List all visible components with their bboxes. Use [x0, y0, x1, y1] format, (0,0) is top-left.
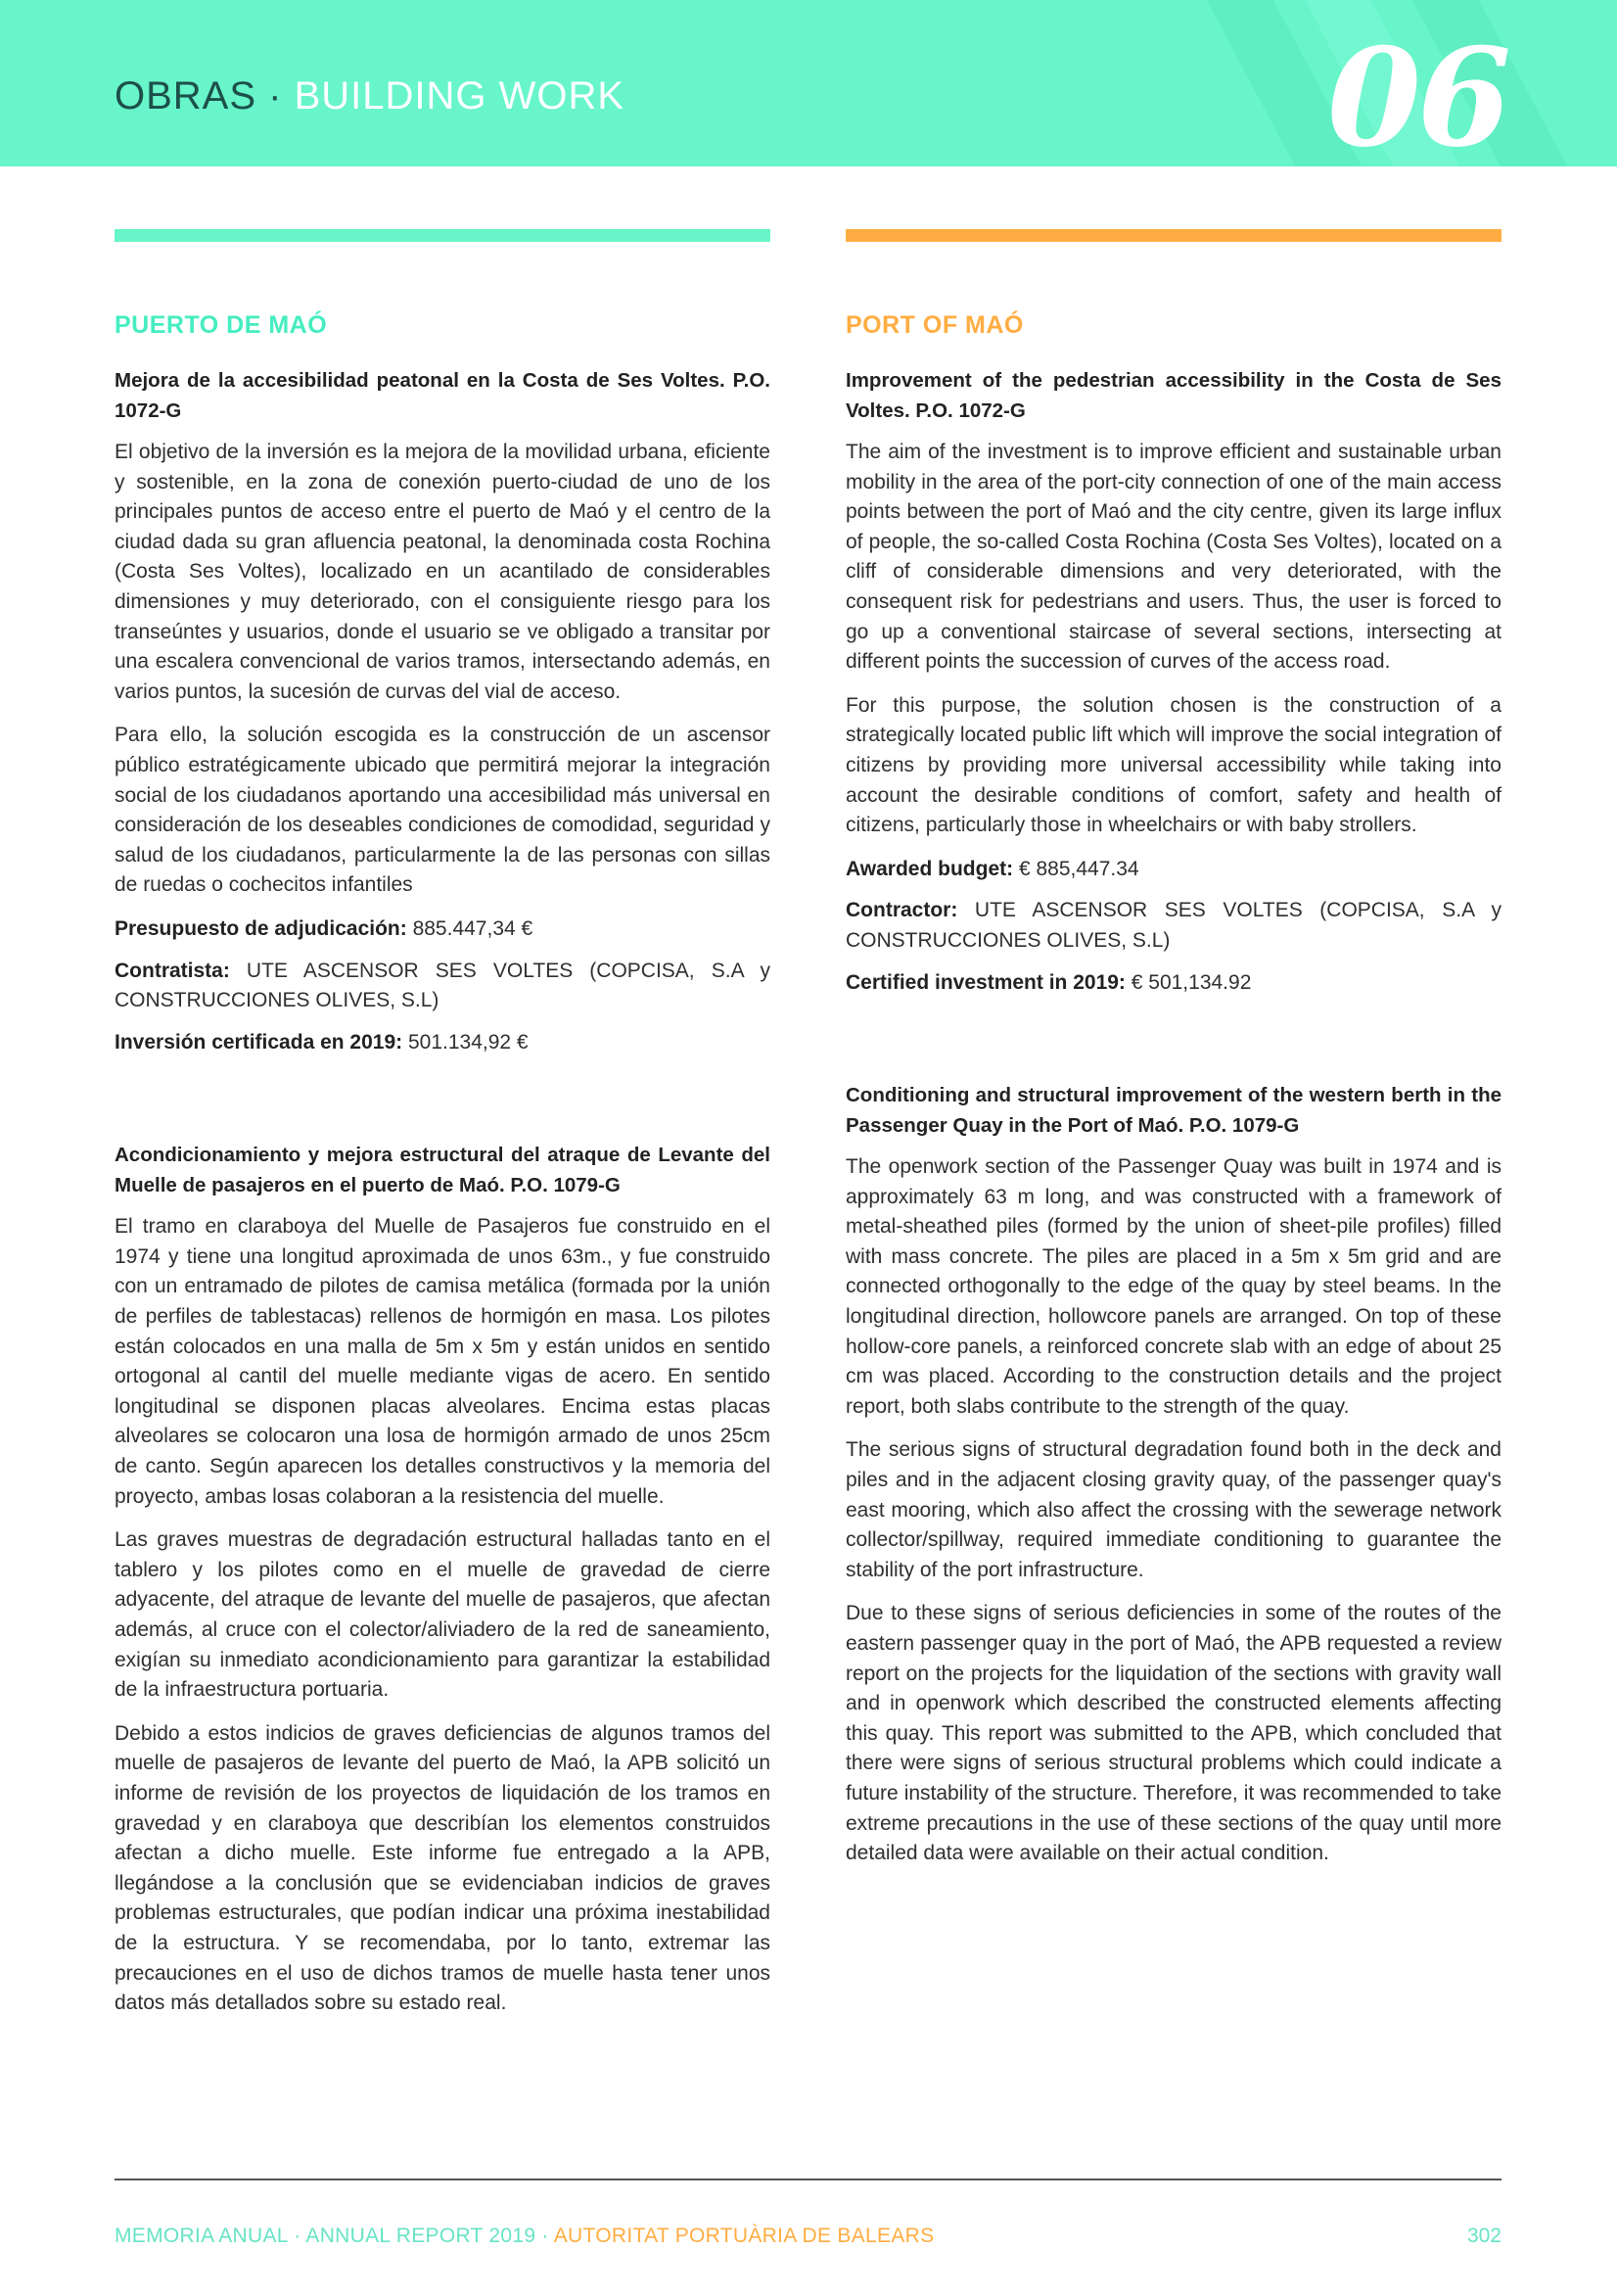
right-column-bar	[846, 229, 1502, 242]
contractor-line	[115, 957, 770, 1016]
paragraph: El tramo en claraboya del Muelle de Pasajeros fue construido en el 1974 y tiene una longitud aproximada de unos 63m., y fue construido con un entramado de pilotes de camisa metálica (formada por la unión de perfiles de tablestacas) rellenos de hormigón en masa. Los pilotes están colocados en una malla de 5m x 5m y están unidos en sentido ortogonal al cantil del muelle mediante vigas de acero. En sentido longitudinal se disponen placas alveolares. Encima estas placas alveolares se colocaron una losa de hormigón armado de unos 25cm de canto. Según aparecen los detalles constructivos y la memoria del proyecto, ambas losas colaboran a la resistencia del muelle.	[115, 1215, 770, 1508]
contractor-label: Contractor:	[846, 899, 958, 922]
section-title-en: BUILDING WORK	[294, 74, 625, 117]
investment-value: 501.134,92 €	[402, 1030, 529, 1054]
budget-label: Presupuesto de adjudicación:	[115, 916, 407, 940]
budget-value: 885.447,34 €	[406, 916, 533, 940]
budget-label: Awarded budget:	[846, 857, 1014, 880]
section-spacer	[846, 1009, 1502, 1080]
chapter-number: 06	[1326, 18, 1507, 166]
contractor-value: UTE ASCENSOR SES VOLTES (COPCISA, S.A y CONSTRUCCIONES OLIVES, S.L)	[846, 899, 1502, 952]
project-title: Acondicionamiento y mejora estructural del atraque de Levante del Muelle de pasajeros en el puerto de Maó. P.O. 1079-G	[115, 1144, 770, 1197]
column-heading: PORT OF MAÓ	[846, 311, 1024, 339]
section-title-es: OBRAS ·	[115, 74, 295, 117]
investment-value: € 501,134.92	[1125, 970, 1252, 994]
project-title: Improvement of the pedestrian accessibility in the Costa de Ses Voltes. P.O. 1072-G	[846, 369, 1502, 422]
paragraph: Debido a estos indicios de graves deficiencias de algunos tramos del muelle de pasajeros de levante del puerto de Maó, la APB solicitó un informe de revisión de los proyectos de liquidación de los tramos en gravedad y en claraboya que describían los elementos construidos afectan a dicho muelle. Este informe fue entregado a la APB, llegándose a la conclusión que se evidenciaban indicios de graves problemas estructurales, que podían indicar una próxima inestabilidad de la estructura. Y se recomendaba, por lo tanto, extremar las precauciones en el uso de dichos tramos de muelle hasta tener unos datos más detallados sobre su estado real.	[115, 1721, 770, 2015]
footer-organization: AUTORITAT PORTUÀRIA DE BALEARS	[553, 2225, 935, 2247]
footer-divider	[115, 2179, 1502, 2180]
paragraph: The openwork section of the Passenger Quay was built in 1974 and is approximately 63 m long, and was constructed with a framework of metal-sheathed piles (formed by the union of sheet-pile profiles) filled with mass concrete. The piles are placed in a 5m x 5m grid and are connected orthogonally to the edge of the quay by steel beams. In the longitudinal direction, hollowcore panels are arranged. On top of these hollow-core panels, a reinforced concrete slab with an edge of about 25 cm was placed. According to the construction details and the project report, both slabs contribute to the strength of the quay.	[846, 1155, 1502, 1418]
paragraph: The serious signs of structural degradation found both in the deck and piles and in the adjacent closing gravity quay, of the passenger quay's east mooring, which also affect the crossing with the sewerage network collector/spillway, required immediate conditioning to guarantee the stability of the port infrastructure.	[846, 1438, 1502, 1581]
investment-label: Inversión certificada en 2019:	[115, 1030, 403, 1054]
contractor-line	[846, 896, 1502, 956]
project-title: Mejora de la accesibilidad peatonal en la Costa de Ses Voltes. P.O. 1072-G	[115, 369, 770, 422]
investment-line	[846, 968, 1502, 999]
page-section-title	[115, 74, 624, 118]
investment-line	[115, 1028, 770, 1058]
page-number: 302	[1466, 2225, 1502, 2247]
contractor-value: UTE ASCENSOR SES VOLTES (COPCISA, S.A y CONSTRUCCIONES OLIVES, S.L)	[115, 959, 770, 1012]
footer-report-title: MEMORIA ANUAL · ANNUAL REPORT 2019 ·	[115, 2225, 554, 2247]
paragraph: The aim of the investment is to improve efficient and sustainable urban mobility in the area of the port-city connection of one of the main access points between the port of Maó and the city centre, given its large influx of people, the so-called Costa Rochina (Costa Ses Voltes), located on a cliff of considerable dimensions and very deteriorated, with the consequent risk for pedestrians and users. Thus, the user is forced to go up a conventional staircase of several sections, intersecting at different points the succession of curves of the access road.	[846, 441, 1502, 674]
footer-publication	[115, 2225, 934, 2248]
paragraph: Para ello, la solución escogida es la construcción de un ascensor público estratégicamente ubicado que permitirá mejorar la integración social de los ciudadanos aportando una accesibilidad más universal en consideración de los deseables condiciones de comodidad, seguridad y salud de los ciudadanos, particularmente la de las personas con sillas de ruedas o cochecitos infantiles	[115, 724, 770, 897]
budget-line	[115, 914, 770, 945]
section-spacer	[115, 1069, 770, 1140]
contractor-label: Contratista:	[115, 959, 230, 982]
page-header	[0, 0, 1617, 166]
investment-label: Certified investment in 2019:	[846, 970, 1126, 994]
budget-value: € 885,447.34	[1013, 857, 1139, 880]
column-heading: PUERTO DE MAÓ	[115, 311, 328, 339]
paragraph: Due to these signs of serious deficiencies in some of the routes of the eastern passenger quay in the port of Maó, the APB requested a review report on the projects for the liquidation of the sections with gravity wall and in openwork which described the constructed elements affecting this quay. This report was submitted to the APB, which concluded that there were signs of serious structural problems which could indicate a future instability of the structure. Therefore, it was recommended to take extreme precautions in the use of these sections of the quay until more detailed data were available on their actual condition.	[846, 1602, 1502, 1865]
budget-line	[846, 855, 1502, 885]
left-column-bar	[115, 229, 770, 242]
project-title: Conditioning and structural improvement of the western berth in the Passenger Quay in the Port of Maó. P.O. 1079-G	[846, 1084, 1502, 1138]
paragraph: El objetivo de la inversión es la mejora de la movilidad urbana, eficiente y sostenible, en la zona de conexión puerto-ciudad de uno de los principales puntos de acceso entre el puerto de Maó y el centro de la ciudad dada su gran afluencia peatonal, la denominada costa Rochina (Costa Ses Voltes), localizado en un acantilado de considerables dimensiones y muy deteriorado, con el consiguiente riesgo para los transeúntes y usuarios, donde el usuario se ve obligado a transitar por una escalera convencional de varios tramos, intersectando además, en varios puntos, la sucesión de curvas del vial de acceso.	[115, 441, 770, 703]
paragraph: For this purpose, the solution chosen is the construction of a strategically located public lift which will improve the social integration of citizens by providing more universal accessibility while taking into account the desirable conditions of comfort, safety and health of citizens, particularly those in wheelchairs or with baby strollers.	[846, 693, 1502, 837]
paragraph: Las graves muestras de degradación estructural halladas tanto en el tablero y los pilotes como en el muelle de gravedad de cierre adyacente, del atraque de levante del muelle de pasajeros, que afectan además, al cruce con el colector/aliviadero de la red de saneamiento, exigían su inmediato acondicionamiento para garantizar la estabilidad de la infraestructura portuaria.	[115, 1528, 770, 1702]
english-column	[846, 311, 1502, 1883]
spanish-column	[115, 311, 770, 2033]
